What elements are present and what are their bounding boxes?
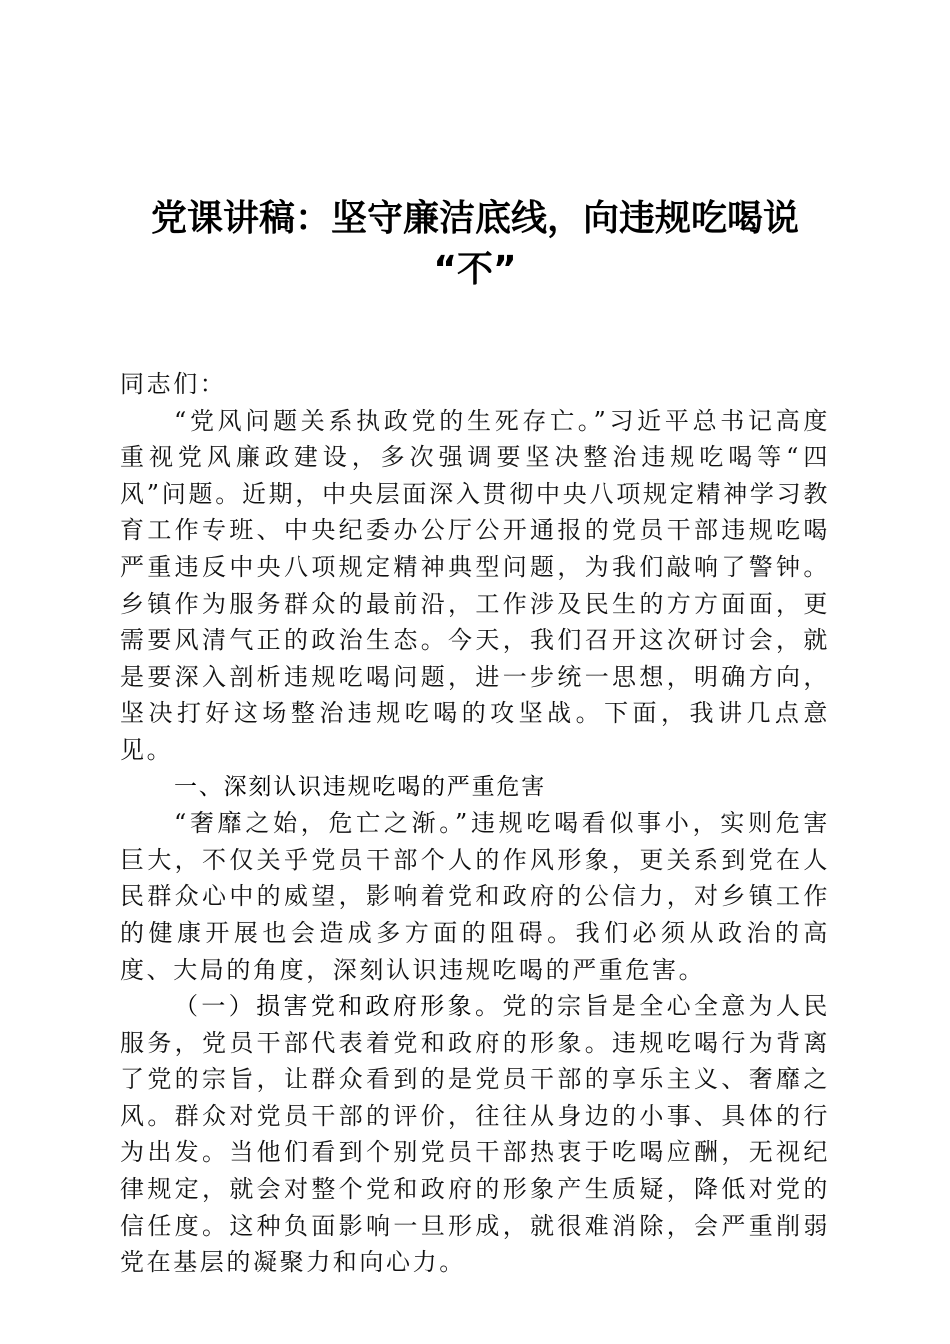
paragraph-subsection-1: [120, 988, 830, 1281]
salutation: 同志们：: [120, 370, 227, 398]
subsection-heading-1: （一）损害党和政府形象。: [174, 992, 503, 1021]
document-title-line-2: “不”: [433, 249, 517, 290]
section-heading-1: 一、深刻认识违规吃喝的严重危害: [174, 773, 546, 800]
paragraph-intro: “党风问题关系执政党的生死存亡。”习近平总书记高度重视党风廉政建设，多次强调要坚决整治违规吃喝等“四风”问题。近期，中央层面深入贯彻中央八项规定精神学习教育工作专班、中央纪委办公厅公开通报的党员干部违规吃喝严重违反中央八项规定精神典型问题，为我们敲响了警钟。乡镇作为服务群众的最前沿，工作涉及民生的方方面面，更需要风清气正的政治生态。今天，我们召开这次研讨会，就是要深入剖析违规吃喝问题，进一步统一思想，明确方向，坚决打好这场整治违规吃喝的攻坚战。下面，我讲几点意见。: [120, 406, 830, 764]
document-title-line-1: 党课讲稿：坚守廉洁底线，向违规吃喝说: [150, 198, 799, 239]
subsection-1-text: 党的宗旨是全心全意为人民服务，党员干部代表着党和政府的形象。违规吃喝行为背离了党的宗旨，让群众看到的是党员干部的享乐主义、奢靡之风。群众对党员干部的评价，往往从身边的小事、具体的行为出发。当他们看到个别党员干部热衷于吃喝应酬，无视纪律规定，就会对整个党和政府的形象产生质疑，降低对党的信任度。这种负面影响一旦形成，就很难消除，会严重削弱党在基层的凝聚力和向心力。: [120, 992, 831, 1277]
paragraph-section-1: “奢靡之始，危亡之渐。”违规吃喝看似事小，实则危害巨大，不仅关乎党员干部个人的作风形象，更关系到党在人民群众心中的威望，影响着党和政府的公信力，对乡镇工作的健康开展也会造成多方面的阻碍。我们必须从政治的高度、大局的角度，深刻认识违规吃喝的严重危害。: [120, 809, 830, 984]
document-body: [120, 366, 830, 1281]
